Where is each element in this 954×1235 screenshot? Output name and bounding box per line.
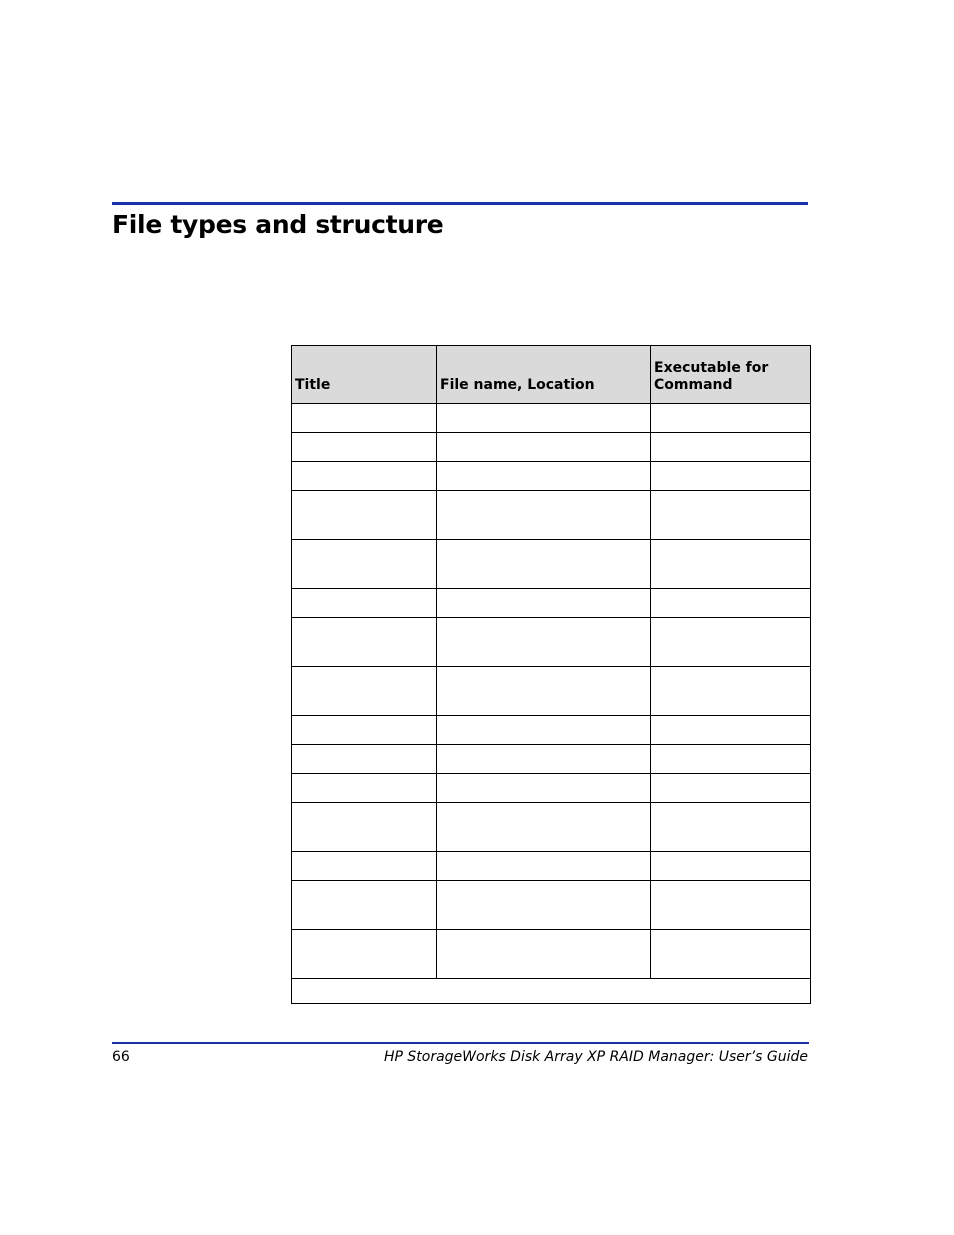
table-cell: [437, 462, 651, 491]
table-cell: [437, 404, 651, 433]
table-row: [292, 433, 811, 462]
section-heading: File types and structure: [112, 210, 444, 239]
table-cell: [651, 803, 811, 852]
table-cell: [292, 930, 437, 979]
table-cell: [292, 667, 437, 716]
table-cell: [651, 745, 811, 774]
table-cell: [437, 716, 651, 745]
table-cell: [651, 618, 811, 667]
table-row: [292, 491, 811, 540]
table-row: [292, 462, 811, 491]
table-header-row: [292, 346, 811, 404]
file-types-table: [291, 345, 811, 1004]
table-row: [292, 540, 811, 589]
table-row: [292, 745, 811, 774]
table-cell: [651, 852, 811, 881]
table-cell: [437, 433, 651, 462]
table-cell: [292, 462, 437, 491]
table-row: [292, 852, 811, 881]
table-cell: [437, 667, 651, 716]
table-cell: [651, 667, 811, 716]
table-row: [292, 618, 811, 667]
table-cell: [437, 540, 651, 589]
table-cell: [437, 589, 651, 618]
table-row: [292, 774, 811, 803]
table-row: [292, 803, 811, 852]
table-cell: [292, 540, 437, 589]
section-top-rule: [112, 202, 808, 205]
header-executable-for-command: Executable for Command: [651, 346, 811, 404]
table-cell: [651, 774, 811, 803]
footer-rule: [112, 1042, 809, 1044]
table-cell: [651, 462, 811, 491]
table-cell: [651, 491, 811, 540]
table-cell: [651, 404, 811, 433]
table-cell: [437, 491, 651, 540]
table-cell: [292, 803, 437, 852]
table-cell: [437, 745, 651, 774]
table-cell: [292, 745, 437, 774]
table-cell: [292, 852, 437, 881]
table-row: [292, 881, 811, 930]
table-footer-cell: [292, 979, 811, 1004]
table-cell: [292, 433, 437, 462]
page-number: 66: [112, 1049, 130, 1065]
table-cell: [437, 618, 651, 667]
header-title: Title: [292, 346, 437, 404]
table-row: [292, 716, 811, 745]
table-cell: [651, 589, 811, 618]
table-cell: [437, 881, 651, 930]
table-cell: [651, 540, 811, 589]
table-cell: [437, 930, 651, 979]
table-cell: [651, 930, 811, 979]
table-body: [292, 404, 811, 1004]
table-cell: [437, 803, 651, 852]
header-file-name-location: File name, Location: [437, 346, 651, 404]
running-title: HP StorageWorks Disk Array XP RAID Manager: User’s Guide: [383, 1049, 808, 1065]
table-footer-row: [292, 979, 811, 1004]
table-cell: [651, 881, 811, 930]
table-cell: [292, 716, 437, 745]
table-row: [292, 404, 811, 433]
table-row: [292, 930, 811, 979]
table-cell: [292, 618, 437, 667]
table-row: [292, 667, 811, 716]
table-cell: [292, 774, 437, 803]
table-cell: [292, 881, 437, 930]
table-cell: [651, 433, 811, 462]
table-cell: [292, 491, 437, 540]
table-cell: [292, 404, 437, 433]
table-row: [292, 589, 811, 618]
table-cell: [651, 716, 811, 745]
table-cell: [292, 589, 437, 618]
table-cell: [437, 852, 651, 881]
table-cell: [437, 774, 651, 803]
